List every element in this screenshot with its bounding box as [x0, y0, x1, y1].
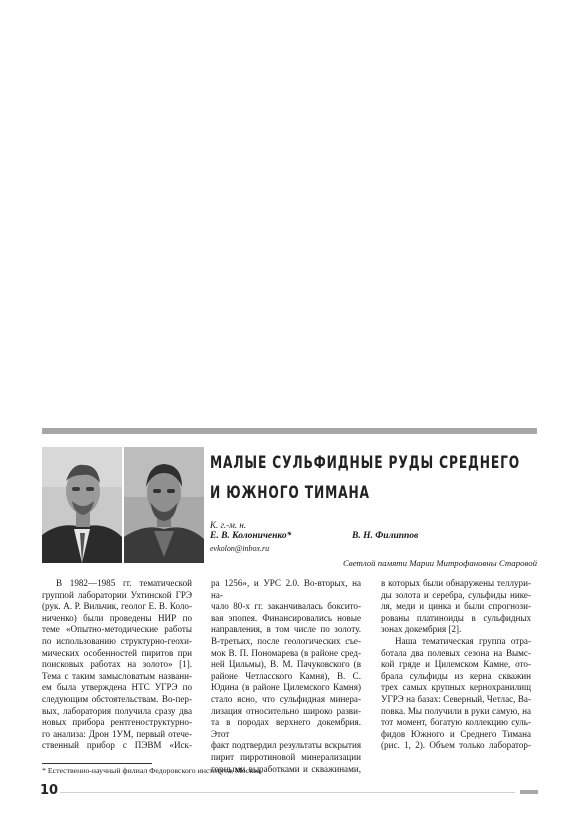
title-line-2: И ЮЖНОГО ТИМАНА	[210, 483, 370, 503]
text-line: ней Цильмы), В. М. Пачуковского (в	[211, 659, 361, 670]
title-line-1: МАЛЫЕ СУЛЬФИДНЫЕ РУДЫ СРЕДНЕГО	[210, 453, 521, 473]
text-line: направления, в том числе по золоту.	[211, 624, 361, 635]
author1-name: Е. В. Колониченко*	[210, 531, 292, 541]
text-line: лизация относительно широко разви-	[211, 705, 361, 716]
text-line: трех самых крупных кернохранилищ	[381, 682, 531, 693]
text-line: мических особенностей пиритов при	[42, 647, 192, 658]
article-title	[210, 448, 530, 508]
text-line: следующим обстоятельствам. Во-пер-	[42, 693, 192, 704]
footer-bar	[520, 790, 538, 794]
page-number: 10	[40, 783, 59, 798]
text-line: ственный прибор с ПЭВМ «Иск-	[42, 740, 192, 751]
text-line: го анализа: Дрон 1УМ, первый отече-	[42, 728, 192, 739]
text-line: новых прибора рентгеноструктурно-	[42, 717, 192, 728]
text-line: чало 80-х гг. заканчивалась боксито-	[211, 601, 361, 612]
author2-photo	[124, 447, 204, 563]
text-line: (рис. 1, 2). Объем только лаборатор-	[381, 740, 531, 751]
text-line: кой гряде и Цилемском Камне, ото-	[381, 659, 531, 670]
text-line: горными выработками и скважинами,	[211, 763, 361, 774]
author1-photo	[42, 447, 122, 563]
text-line: районе Четласского Камня), В. С.	[211, 670, 361, 681]
text-line: мок В. П. Пономарева (в районе сред-	[211, 647, 361, 658]
text-line: по использованию структурно-геохи-	[42, 635, 192, 646]
text-line: в которых были обнаружены теллури-	[381, 578, 531, 588]
text-line: фидов Южного и Среднего Тимана	[381, 728, 531, 739]
footnote-rule	[42, 763, 152, 764]
footer-line	[60, 792, 515, 793]
text-column-1	[42, 578, 192, 752]
text-line: УГРЭ на базах: Северный, Четлас, Ва-	[381, 693, 531, 704]
text-line: ем была утверждена НТС УГРЭ по	[42, 682, 192, 693]
header-rule	[42, 428, 537, 434]
text-line: стало ясно, что сульфидная минера-	[211, 693, 361, 704]
text-column-2	[211, 578, 361, 775]
text-line: тот момент, богатую коллекцию суль-	[381, 717, 531, 728]
text-line: В 1982—1985 гг. тематической	[56, 578, 192, 588]
text-line: пирит пирротиновой минерализации	[211, 751, 361, 762]
dedication: Светлой памяти Марии Митрофановны Старовой	[343, 558, 537, 568]
text-line: теме «Опытно-методические работы	[42, 624, 192, 635]
text-line: вых, лаборатория получила сразу два	[42, 705, 192, 716]
text-line: Тема с таким замысловатым названи-	[42, 670, 192, 681]
text-line: поисковых работах на золото» [1].	[42, 659, 192, 670]
text-line: факт подтвердил результаты вскрытия	[211, 740, 361, 751]
footnote: * Естественно-научный филиал Федоровского института, Москва.	[42, 766, 263, 775]
text-line: ботала два полевых сезона на Вымс-	[381, 647, 531, 658]
text-line: группой лаборатории Ухтинской ГРЭ	[42, 589, 192, 600]
author-degree: К. г.-м. н.	[210, 520, 247, 530]
text-line: та в породах верхнего докембрия. Этот	[211, 717, 361, 739]
text-line: брала сульфиды из керна скважин	[381, 670, 531, 681]
text-line: ды золота и серебра, сульфиды нике-	[381, 589, 531, 600]
text-line: Наша тематическая группа отра-	[395, 635, 531, 646]
text-line: (рук. А. Р. Вильчик, геолог Е. В. Коло-	[42, 601, 192, 612]
text-column-3	[381, 578, 531, 752]
text-line: вая эпопея. Финансировались новые	[211, 612, 361, 623]
author2-name: В. Н. Филиппов	[352, 531, 419, 541]
text-line: ра 1256», и УРС 2.0. Во-вторых, на на-	[211, 578, 361, 600]
text-line: повка. Мы получили в руки самую, на	[381, 705, 531, 716]
text-line: ниченко) были проведены НИР по	[42, 612, 192, 623]
text-line: зонах докембрия [2].	[381, 624, 462, 635]
text-line: рованы платиноиды в сульфидных	[381, 612, 531, 623]
text-line: Юдина (в районе Цилемского Камня)	[211, 682, 361, 693]
text-line: В-третьих, после геологических съе-	[211, 635, 361, 646]
text-line: ля, меди и цинка и были спрогнози-	[381, 601, 531, 612]
author1-email: evkolon@inbox.ru	[210, 544, 270, 553]
